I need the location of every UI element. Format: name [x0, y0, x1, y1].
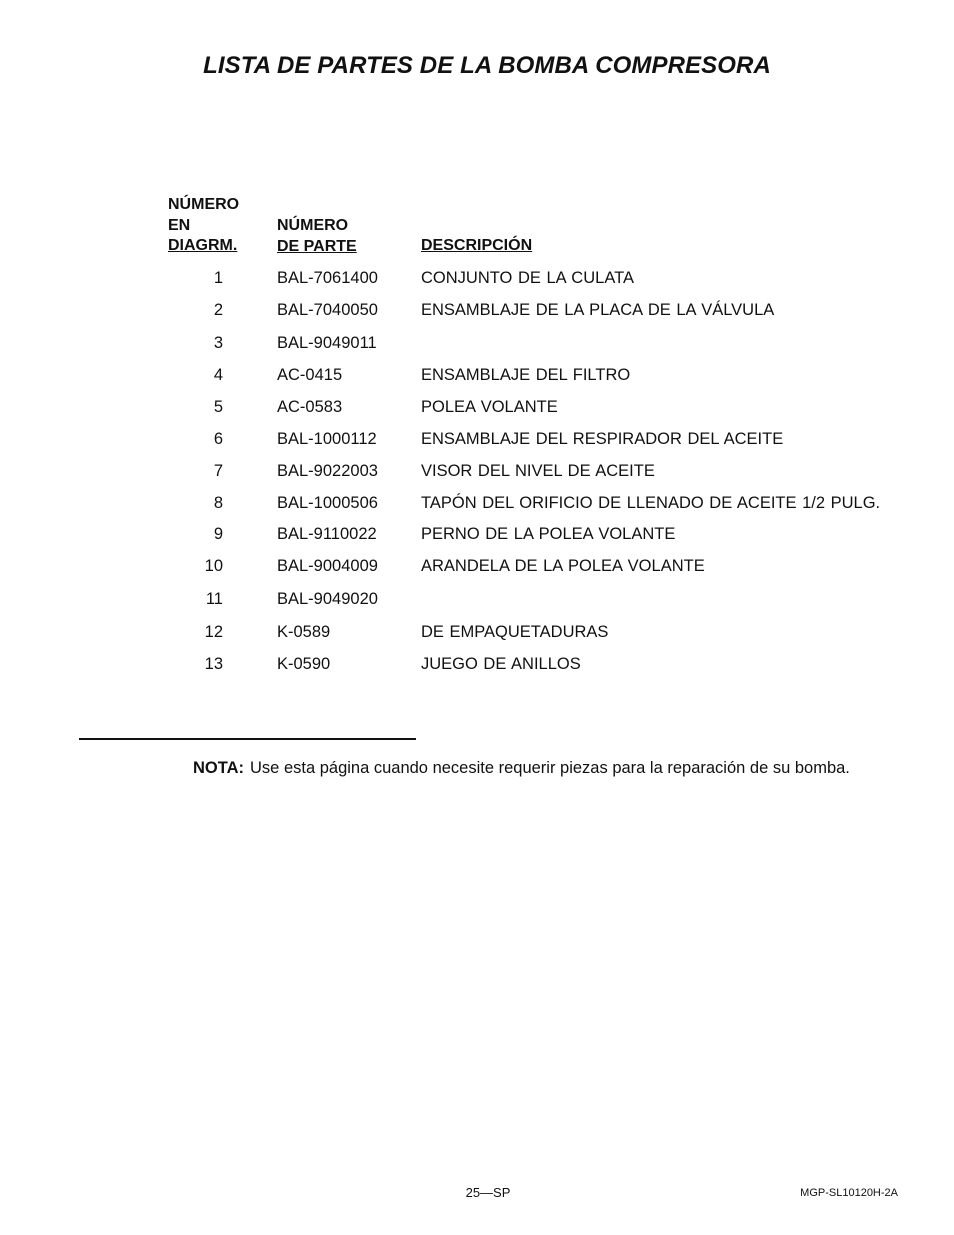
note-label: NOTA: [193, 759, 245, 777]
parts-row [0, 588, 954, 610]
part-description: JUEGO DE ANILLOS [421, 655, 581, 673]
diagram-number: 1 [213, 269, 223, 287]
parts-row [0, 555, 954, 577]
diagram-number: 12 [204, 623, 223, 641]
part-number-header [277, 216, 357, 257]
part-number: BAL-9110022 [277, 525, 377, 543]
part-header-line-1: NÚMERO [277, 217, 349, 234]
part-number: AC-0415 [277, 366, 343, 384]
diagram-header-line-1: NÚMERO [168, 196, 240, 213]
note-text: Use esta página cuando necesite requerir piezas para la reparación de su bomba. [250, 759, 850, 777]
diagram-header-line-3: DIAGRM. [168, 237, 238, 254]
part-number: K-0590 [277, 655, 331, 673]
page-title: LISTA DE PARTES DE LA BOMBA COMPRESORA [203, 52, 771, 79]
part-description: ENSAMBLAJE DEL FILTRO [421, 366, 631, 384]
part-number: BAL-1000112 [277, 430, 377, 448]
part-description: TAPÓN DEL ORIFICIO DE LLENADO DE ACEITE 1/2 PULG. [421, 494, 881, 512]
diagram-number: 7 [213, 462, 223, 480]
parts-row [0, 364, 954, 386]
part-number: BAL-9049020 [277, 590, 378, 608]
parts-row [0, 621, 954, 643]
part-header-line-2: DE PARTE [277, 237, 357, 255]
description-header-label: DESCRIPCIÓN [421, 237, 533, 254]
page-number: 25—SP [465, 1185, 511, 1200]
diagram-number: 8 [213, 494, 223, 512]
part-description: CONJUNTO DE LA CULATA [421, 269, 634, 287]
parts-row [0, 428, 954, 450]
diagram-number: 5 [213, 398, 223, 416]
part-description: ENSAMBLAJE DEL RESPIRADOR DEL ACEITE [421, 430, 784, 448]
parts-row [0, 460, 954, 482]
section-divider [79, 738, 416, 740]
diagram-number: 6 [213, 430, 223, 448]
part-number: BAL-7061400 [277, 269, 378, 287]
parts-row [0, 267, 954, 289]
parts-row [0, 332, 954, 354]
diagram-number-header [168, 195, 239, 257]
diagram-number: 11 [205, 590, 223, 608]
parts-row [0, 299, 954, 321]
diagram-number: 2 [213, 301, 223, 319]
part-description: POLEA VOLANTE [421, 398, 558, 416]
part-number: BAL-9049011 [277, 334, 377, 352]
part-number: K-0589 [277, 623, 331, 641]
diagram-number: 3 [213, 334, 223, 352]
document-code: MGP-SL10120H-2A [800, 1187, 898, 1199]
part-description: DE EMPAQUETADURAS [421, 623, 609, 641]
part-number: BAL-9004009 [277, 557, 378, 575]
parts-row [0, 492, 954, 514]
part-description: ENSAMBLAJE DE LA PLACA DE LA VÁLVULA [421, 301, 775, 319]
parts-row [0, 396, 954, 418]
diagram-header-line-2: EN [168, 216, 191, 234]
part-number: BAL-9022003 [277, 462, 378, 480]
description-header [421, 236, 532, 257]
part-description: ARANDELA DE LA POLEA VOLANTE [421, 557, 705, 575]
part-number: AC-0583 [277, 398, 343, 416]
part-number: BAL-7040050 [277, 301, 378, 319]
note-paragraph [193, 758, 853, 778]
parts-row [0, 653, 954, 675]
diagram-number: 10 [204, 557, 223, 575]
part-number: BAL-1000506 [277, 494, 378, 512]
diagram-number: 13 [204, 655, 223, 673]
part-description: PERNO DE LA POLEA VOLANTE [421, 525, 676, 543]
part-description: VISOR DEL NIVEL DE ACEITE [421, 462, 655, 480]
diagram-number: 4 [213, 366, 223, 384]
diagram-number: 9 [213, 525, 223, 543]
parts-row [0, 523, 954, 545]
